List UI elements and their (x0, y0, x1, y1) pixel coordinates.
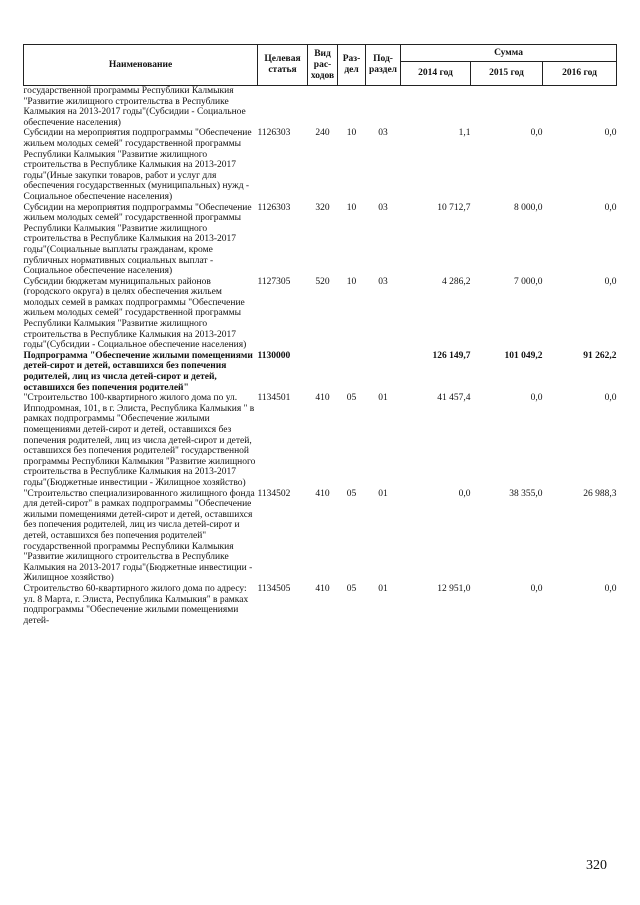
table-row (24, 128, 617, 202)
row-name: Субсидии на мероприятия подпрограммы "Обеспечение жильем молодых семей" государственной программы Республики Калмыкия "Развитие жилищного строительства в Республике Калмыкия на 2013-2017 годы"(Социальные выплаты гражданам, кроме публичных нормативных социальных выплат - Социальное обеспечение населения) (23, 202, 252, 277)
row-sum-2016: 0,0 (604, 276, 617, 287)
table-row (24, 393, 617, 488)
row-expense-type (308, 351, 338, 393)
row-subsection: 03 (378, 202, 388, 213)
table-row (24, 86, 617, 129)
table-row (24, 351, 617, 393)
header-year-2014: 2014 год (401, 62, 471, 86)
row-name: Подпрограмма "Обеспечение жилыми помещениями детей-сирот и детей, оставшихся без попечения родителей, лиц из числа детей-сирот и детей, оставшихся без попечения родителей" (23, 350, 253, 393)
row-sum-2014: 4 286,2 (442, 276, 471, 287)
row-sum-2014: 1,1 (458, 128, 471, 139)
header-year-2016: 2016 год (543, 62, 617, 86)
row-target-article (258, 86, 308, 129)
page-number: 320 (586, 858, 607, 873)
table-row (24, 203, 617, 277)
row-expense-type: 240 (315, 128, 330, 139)
row-section: 10 (346, 276, 357, 287)
row-name: Субсидии бюджетам муниципальных районов (городского округа) в целях обеспечения жильем молодых семей в рамках подпрограммы "Обеспечение жильем молодых семей" государственной программы Республики Калмыкия "Развитие жилищного строительства в Республике Калмыкия на 2013-2017 годы"(Субсидии - Социальное обеспечение населения) (23, 276, 247, 351)
row-target-article: 1127305 (257, 276, 291, 287)
row-section: 10 (346, 202, 357, 213)
row-section (338, 351, 366, 393)
header-name: Наименование (24, 45, 258, 86)
header-target-article: Целевая статья (258, 45, 308, 86)
row-expense-type (308, 86, 338, 129)
row-expense-type: 410 (315, 488, 330, 499)
row-sum-2014: 41 457,4 (437, 393, 471, 404)
row-expense-type: 520 (315, 276, 330, 287)
row-name: Строительство 60-квартирного жилого дома по адресу: ул. 8 Марта, г. Элиста, Республика Калмыкия" в рамках подпрограммы "Обеспечение жилыми помещениями детей- (23, 583, 249, 626)
row-sum-2014: 12 951,0 (437, 583, 471, 594)
row-expense-type: 410 (315, 583, 330, 594)
row-target-article: 1126303 (257, 128, 291, 139)
row-sum-2015: 8 000,0 (514, 202, 543, 213)
row-sum-2014 (401, 86, 471, 129)
table-body (24, 86, 617, 627)
row-subsection: 03 (378, 128, 388, 139)
row-section: 05 (346, 488, 357, 499)
row-sum-2015: 0,0 (530, 393, 543, 404)
row-sum-2014: 126 149,7 (432, 350, 471, 361)
row-subsection (366, 86, 401, 129)
header-expense-type: Вид рас- ходов (308, 45, 338, 86)
table-row (24, 277, 617, 351)
row-name: "Строительство 100-квартирного жилого дома по ул. Ипподромная, 101, в г. Элиста, Республика Калмыкия " в рамках подпрограммы "Обеспечение жилыми помещениями детей-сирот и детей, оставшихся без попечения родителей, лиц из числа детей-сирот и детей, оставшихся без попечения родителей" государственной программы Республики Калмыкия "Развитие жилищного строительства в Республике Калмыкия на 2013-2017 годы"(Бюджетные инвестиции - Жилищное хозяйство) (23, 393, 256, 488)
row-subsection: 01 (378, 488, 388, 499)
row-section: 05 (346, 583, 357, 594)
row-target-article: 1134502 (257, 488, 291, 499)
header-section: Раз- дел (338, 45, 366, 86)
budget-table (23, 44, 617, 626)
row-sum-2016: 0,0 (604, 202, 617, 213)
row-section: 05 (346, 393, 357, 404)
row-subsection: 03 (378, 276, 388, 287)
row-name: "Строительство специализированного жилищного фонда для детей-сирот" в рамках подпрограммы "Обеспечение жилыми помещениями детей-сирот и детей, оставшихся без попечения родителей, лиц из числа детей-сирот и детей, оставшихся без попечения родителей" государственной программы Республики Калмыкия "Развитие жилищного строительства в Республике Калмыкия на 2013-2017 годы"(Бюджетные инвестиции - Жилищное хозяйство) (23, 488, 255, 584)
row-expense-type: 410 (315, 393, 330, 404)
row-sum-2015: 38 355,0 (509, 488, 543, 499)
row-sum-2016: 0,0 (604, 128, 617, 139)
row-sum-2016: 0,0 (604, 393, 617, 404)
row-sum-2016: 91 262,2 (583, 350, 617, 361)
row-sum-2014: 0,0 (458, 488, 471, 499)
header-subsection: Под- раздел (366, 45, 401, 86)
row-sum-2015: 7 000,0 (514, 276, 543, 287)
header-year-2015: 2015 год (471, 62, 543, 86)
row-name: государственной программы Республики Калмыкия "Развитие жилищного строительства в Республике Калмыкия на 2013-2017 годы"(Субсидии - Социальное обеспечение населения) (23, 86, 246, 128)
table-row (24, 584, 617, 626)
header-sum: Сумма (401, 45, 617, 62)
row-sum-2015: 101 049,2 (504, 350, 543, 361)
row-sum-2016 (543, 86, 617, 129)
row-name: Субсидии на мероприятия подпрограммы "Обеспечение жильем молодых семей" государственной программы Республики Калмыкия "Развитие жилищного строительства в Республике Калмыкия на 2013-2017 годы"(Иные закупки товаров, работ и услуг для обеспечения государственных (муниципальных) нужд - Социальное обеспечение населения) (23, 128, 252, 202)
table-row (24, 489, 617, 584)
row-subsection: 01 (378, 393, 388, 404)
row-target-article: 1130000 (257, 350, 291, 361)
row-sum-2015 (471, 86, 543, 129)
row-subsection: 01 (378, 583, 388, 594)
row-target-article: 1126303 (257, 202, 291, 213)
row-target-article: 1134501 (257, 393, 291, 404)
row-sum-2016: 0,0 (604, 583, 617, 594)
row-sum-2015: 0,0 (530, 583, 543, 594)
row-section: 10 (346, 128, 357, 139)
row-expense-type: 320 (315, 202, 330, 213)
row-subsection (366, 351, 401, 393)
row-section (338, 86, 366, 129)
row-target-article: 1134505 (257, 583, 291, 594)
row-sum-2015: 0,0 (530, 128, 543, 139)
row-sum-2016: 26 988,3 (583, 488, 617, 499)
row-sum-2014: 10 712,7 (437, 202, 471, 213)
